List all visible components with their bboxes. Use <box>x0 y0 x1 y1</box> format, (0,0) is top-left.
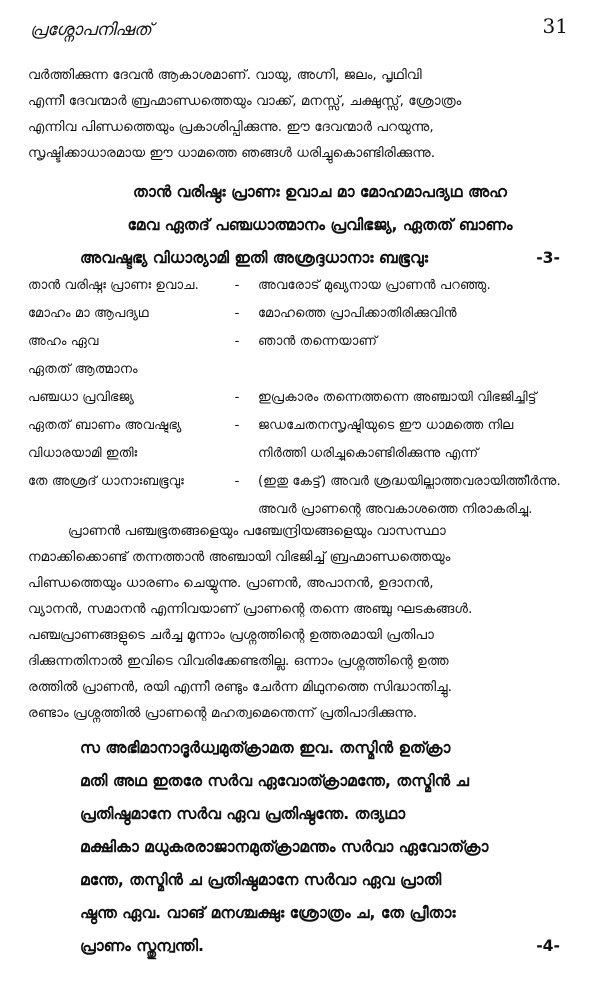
gloss-term: തേ അശ്രദ് ധാനാഃബഭൂവുഃ <box>28 473 184 489</box>
verse-number: -3- <box>536 249 560 267</box>
gloss-dash: - <box>234 473 240 489</box>
gloss-meaning: അവരോട് മുഖ്യനായ പ്രാണൻ പറഞ്ഞു. <box>258 277 491 293</box>
paragraph-line: രത്തിൽ പ്രാണൻ, രയി എന്നീ രണ്ടും ചേർന്ന മിഥുനത്തെ സിദ്ധാന്തിച്ചു. <box>28 679 452 695</box>
paragraph-line: രണ്ടാം പ്രശ്നത്തിൽ പ്രാണന്റെ മഹത്വമെന്തെന്ന് പ്രതിപാദിക്കുന്നു. <box>28 705 418 721</box>
verse-4 <box>80 732 560 963</box>
gloss-row <box>28 271 576 299</box>
paragraph-line: പഞ്ചപ്രാണങ്ങളുടെ ചർച്ച മൂന്നാം പ്രശ്നത്തിന്റെ ഉത്തരമായി പ്രതിപാ <box>28 627 434 643</box>
verse-line: മതി അഥ ഇതരേ സർവ ഏവോത്ക്രാമന്തേ, തസ്മിൻ ച <box>80 772 470 790</box>
paragraph-line: എന്നീ ദേവന്മാർ ബ്രഹ്മാണ്ഡത്തെയും വാക്ക്, മനസ്സ്, ചക്ഷുസ്സ്, ശ്രോത്രം <box>28 93 462 109</box>
gloss-row <box>28 439 576 467</box>
gloss-term: ഏതത് ആത്മാനം <box>28 361 138 377</box>
gloss-meaning: നിർത്തി ധരിച്ചുകൊണ്ടിരിക്കുന്നു എന്ന് <box>258 445 479 461</box>
gloss-term: ഏതത് ബാണം അവഷ്ടഭ്യ <box>28 417 182 433</box>
paragraph-line: പ്രാണൻ പഞ്ചഭൂതങ്ങളെയും പഞ്ചേന്ദ്രിയങ്ങളെയും വാസസ്ഥാ <box>68 523 446 539</box>
gloss-term: പഞ്ചധാ പ്രവിഭജ്യ <box>28 389 134 405</box>
gloss-term: താൻ വരിഷ്ഠഃ പ്രാണഃ ഉവാച. <box>28 277 199 293</box>
gloss-dash: - <box>234 389 240 405</box>
gloss-row <box>28 383 576 411</box>
gloss-row <box>28 327 576 355</box>
verse-number: -4- <box>536 937 560 955</box>
paragraph-line: സൃഷ്ടിക്കാധാരമായ ഈ ധാമത്തെ ഞങ്ങൾ ധരിച്ചുകൊണ്ടിരിക്കുന്നു. <box>28 145 436 161</box>
gloss-term: മോഹം മാ ആപദ്യഥ <box>28 305 149 321</box>
gloss-row <box>28 467 576 495</box>
gloss-meaning: (ഇതു കേട്ട്) അവർ ശ്രദ്ധയില്ലാത്തവരായിത്തീർന്നു. <box>258 473 561 489</box>
gloss-meaning: മോഹത്തെ പ്രാപിക്കാതിരിക്കുവിൻ <box>258 305 457 321</box>
gloss-dash: - <box>234 277 240 293</box>
verse-line: താൻ വരിഷ്ഠഃ പ്രാണഃ ഉവാച മാ മോഹമാപദ്യഥ അഹ <box>132 183 508 201</box>
paragraph-line: നമാക്കിക്കൊണ്ട് തന്നത്താൻ അഞ്ചായി വിഭജിച്ച് ബ്രഹ്മാണ്ഡത്തെയും <box>28 549 451 565</box>
gloss-dash: - <box>234 333 240 349</box>
page-header <box>24 14 576 54</box>
verse-line: മക്ഷികാ മധുകരരാജാനമുത്ക്രാമന്തം സർവാ ഏവോത്ക്രാ <box>80 838 489 856</box>
verse-line: മേവ ഏതദ് പഞ്ചധാത്മാനം പ്രവിഭജ്യ, ഏതത് ബാണം <box>127 216 513 234</box>
gloss-meaning: ഇപ്രകാരം തന്നെത്തന്നെ അഞ്ചായി വിഭജിച്ചിട്ട് <box>258 389 537 405</box>
paragraph-2 <box>28 518 576 726</box>
word-meaning-list <box>28 271 576 523</box>
page-number: 31 <box>542 14 568 38</box>
gloss-row <box>28 355 576 383</box>
paragraph-line: വർത്തിക്കുന്ന ദേവൻ ആകാശമാണ്. വായു, അഗ്നി, ജലം, പൃഥിവി <box>28 67 422 83</box>
verse-line: മന്തേ, തസ്മിൻ ച പ്രതിഷ്ഠമാനേ സർവാ ഏവ പ്രാതി <box>80 871 442 889</box>
gloss-row <box>28 299 576 327</box>
gloss-row <box>28 411 576 439</box>
gloss-dash: - <box>234 417 240 433</box>
gloss-dash: - <box>234 305 240 321</box>
verse-last-line <box>80 930 560 963</box>
paragraph-line: വ്യാനൻ, സമാനൻ എന്നിവയാണ് പ്രാണന്റെ തന്നെ അഞ്ചു ഘടകങ്ങൾ. <box>28 601 473 617</box>
running-head: പ്രശ്നോപനിഷത് <box>30 20 152 40</box>
verse-line: പ്രാണം സ്തുന്വന്തി. <box>80 937 204 955</box>
verse-line: സ അഭിമാനാദൂർധ്വമുത്ക്രാമത ഇവ. തസ്മിൻ ഉത്ക്രാ <box>80 739 451 757</box>
paragraph-line: എന്നിവ പിണ്ഡത്തെയും പ്രകാശിപ്പിക്കുന്നു. ഈ ദേവന്മാർ പറയുന്നു, <box>28 119 434 135</box>
paragraph-line: ദിക്കുന്നതിനാൽ ഇവിടെ വിവരിക്കേണ്ടതില്ല. ഒന്നാം പ്രശ്നത്തിന്റെ ഉത്ത <box>28 653 449 669</box>
gloss-meaning: ജഡചേതനസൃഷ്ടിയുടെ ഈ ധാമത്തെ നില <box>258 417 514 433</box>
gloss-term: അഹം ഏവ <box>28 333 99 349</box>
verse-3 <box>80 176 560 275</box>
gloss-term: വിധാരയാമി ഇതിഃ <box>28 445 138 461</box>
gloss-meaning: അവർ പ്രാണന്റെ അവകാശത്തെ നിരാകരിച്ചു. <box>258 501 533 517</box>
verse-line: അവഷ്ടഭ്യ വിധാര്യാമി ഇതി അശ്രദ്ദധാനാഃ ബഭൂവുഃ <box>80 249 428 267</box>
verse-line: പ്രതിഷ്ഠമാനേ സർവ ഏവ പ്രതിഷ്ഠന്തേ. തദ്യഥാ <box>80 805 406 823</box>
paragraph-line: പിണ്ഡത്തെയും ധാരണം ചെയ്യുന്നു. പ്രാണൻ, അപാനൻ, ഉദാനൻ, <box>28 575 434 591</box>
paragraph-1 <box>28 62 576 166</box>
gloss-meaning: ഞാൻ തന്നെയാണ് <box>258 333 378 349</box>
verse-line: ഷ്ഠന്ത ഏവ. വാങ് മനശ്ചക്ഷുഃ ശ്രോത്രം ച, തേ പ്രീതാഃ <box>80 904 456 922</box>
